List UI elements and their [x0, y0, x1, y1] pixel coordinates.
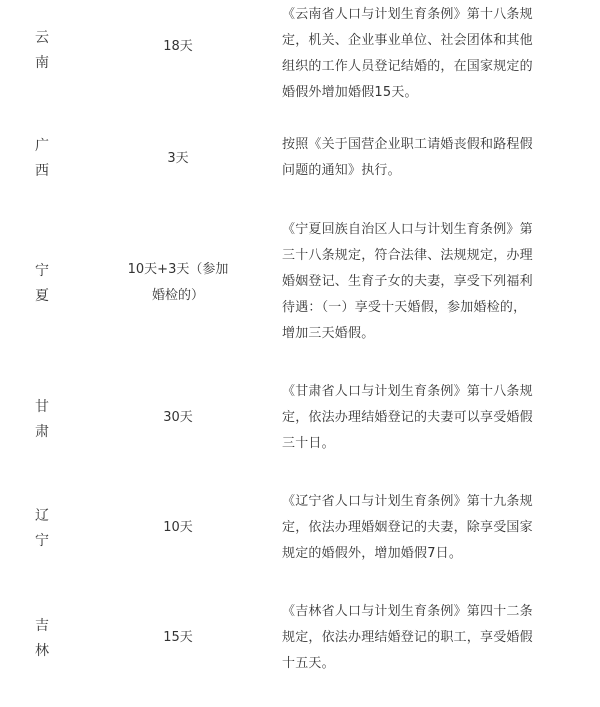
description-cell: 《云南省人口与计划生育条例》第十八条规 定，机关、企业事业单位、社会团体和其他 组织的工作人员登记结婚的，在国家规定的 婚假外增加婚假15天。	[282, 7, 533, 100]
province-cell: 辽 宁	[35, 508, 49, 549]
days-cell: 3天	[167, 151, 189, 166]
province-cell: 甘 肃	[35, 399, 49, 440]
description-cell: 《宁夏回族自治区人口与计划生育条例》第 三十八条规定，符合法律、法规规定，办理 婚姻登记、生育子女的夫妻，享受下列福利 待遇：（一）享受十天婚假，参加婚检的， 增加三天婚假。	[282, 222, 533, 341]
description-cell: 《吉林省人口与计划生育条例》第四十二条 规定，依法办理结婚登记的职工，享受婚假 十五天。	[282, 604, 533, 671]
province-cell: 广 西	[35, 138, 49, 179]
province-cell: 云 南	[35, 30, 49, 71]
description-cell: 《甘肃省人口与计划生育条例》第十八条规 定，依法办理结婚登记的夫妻可以享受婚假 三十日。	[282, 384, 533, 451]
description-cell: 《辽宁省人口与计划生育条例》第十九条规 定，依法办理婚姻登记的夫妻，除享受国家 规定的婚假外，增加婚假7日。	[282, 494, 533, 561]
days-cell: 30天	[163, 410, 193, 425]
description-cell: 按照《关于国营企业职工请婚丧假和路程假 问题的通知》执行。	[282, 137, 533, 178]
days-cell: 15天	[163, 630, 193, 645]
province-cell: 吉 林	[35, 618, 49, 659]
days-cell: 10天	[163, 520, 193, 535]
days-cell: 10天+3天（参加 婚检的）	[127, 262, 229, 303]
province-cell: 宁 夏	[35, 263, 49, 304]
days-cell: 18天	[163, 39, 193, 54]
